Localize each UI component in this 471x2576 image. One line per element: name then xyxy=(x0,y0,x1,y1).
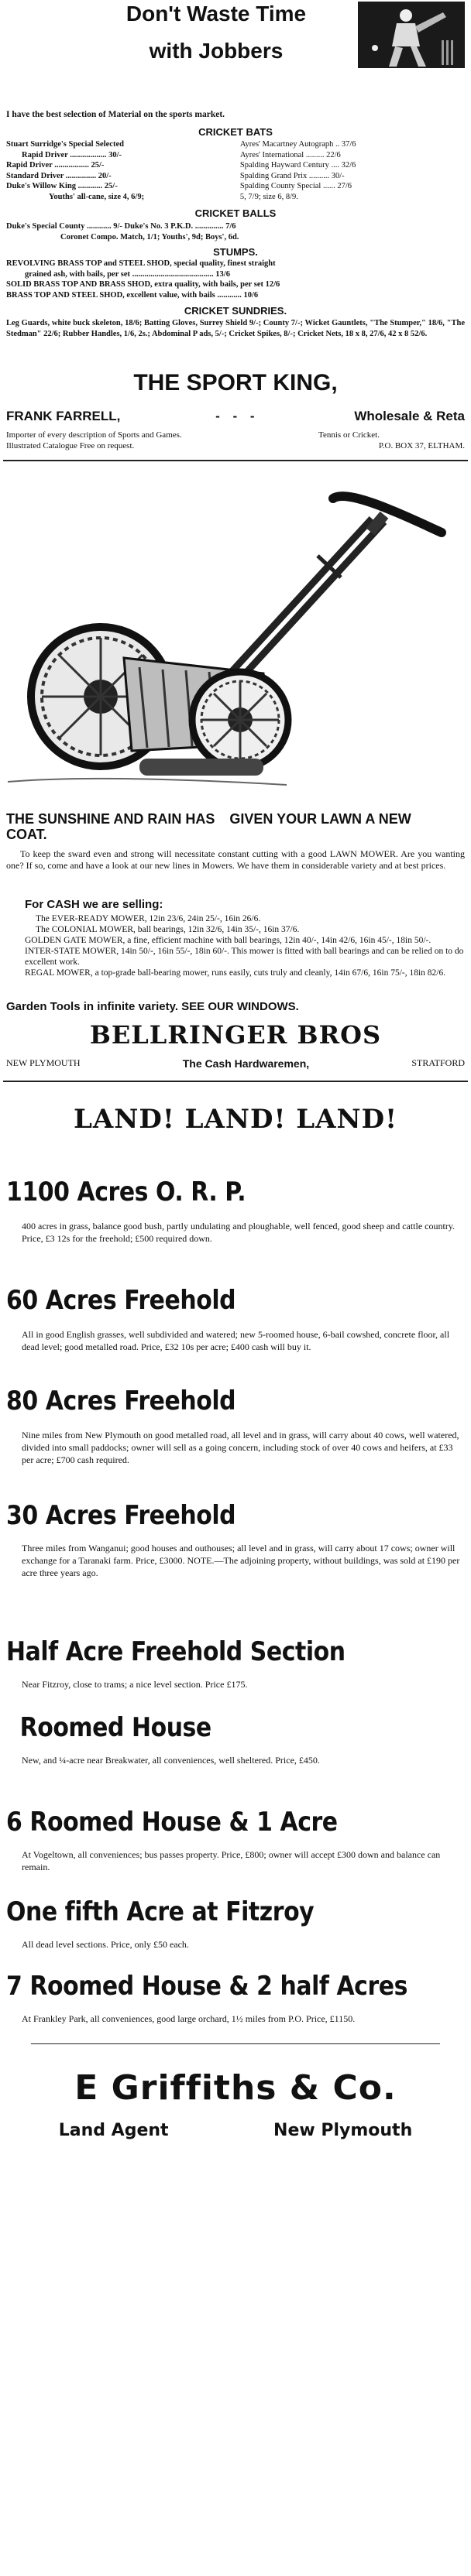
footer-left-1: Importer of every description of Sports and Games. xyxy=(6,430,182,440)
stumps-heading: STUMPS. xyxy=(213,246,258,258)
owner-row xyxy=(6,409,465,424)
listing-text: All in good English grasses, well subdivided and watered; new 5-roomed house, 6-bail cowshed, concrete floor, all dead level; good metalled road. Price, £32 10s per acre; £400 cash will buy it. xyxy=(22,1329,450,1352)
mower-item: The COLONIAL MOWER, ball bearings, 12in 32/6, 14in 35/-, 16in 37/6. xyxy=(36,925,300,934)
divider xyxy=(31,2043,440,2044)
listing-text: At Frankley Park, all conveniences, good large orchard, 1½ miles from P.O. Price, £1150. xyxy=(22,2013,356,2024)
listing xyxy=(6,1712,465,1766)
bellringer-locations xyxy=(6,1057,465,1070)
sundries-text: Leg Guards, white buck skeleton, 18/6; Batting Gloves, Surrey Shield 9/-; County 7/-; Wicket Gauntlets, "The Stumper," 18/6, "The Stedman" 22/6; Rubber Handles, 1/6, 2s.; Abdominal P ads, 5/-; Cricket Spikes, 8/-; Cricket Nets, 18 x 8, 27/6, 42 x 8 52/6. xyxy=(6,319,465,338)
lawn-mower-illustration xyxy=(8,464,465,805)
listing-title: 60 Acres Freehold xyxy=(6,1285,236,1316)
headline-2: with Jobbers xyxy=(149,39,284,63)
listing-title: 30 Acres Freehold xyxy=(6,1500,236,1531)
listing-title: Half Acre Freehold Section xyxy=(6,1636,346,1667)
mower-item: REGAL MOWER, a top-grade ball-bearing mower, runs easily, cuts truly and cleanly, 14in 67/6, 16in 75/-, 18in 82/6. xyxy=(25,968,446,978)
listing-title: 80 Acres Freehold xyxy=(6,1386,236,1416)
listing-text: New, and ¼-acre near Breakwater, all conveniences, well sheltered. Price, £450. xyxy=(22,1755,320,1766)
bat-item: Spalding Hayward Century .... 32/6 xyxy=(239,161,356,170)
loc-right: STRATFORD xyxy=(411,1057,465,1068)
headline-1: Don't Waste Time xyxy=(125,2,307,26)
bat-item: Spalding Grand Prix .......... 30/- xyxy=(239,171,345,180)
listing-title: 7 Roomed House & 2 half Acres xyxy=(6,1971,408,2002)
agent-town: New Plymouth xyxy=(273,2121,413,2140)
bat-item: Youths' all-cane, size 4, 6/9; xyxy=(49,192,145,201)
sport-footer xyxy=(6,430,465,451)
listing-title: Roomed House xyxy=(19,1712,211,1743)
listing-title: One fifth Acre at Fitzroy xyxy=(6,1896,315,1927)
cash-heading: For CASH we are selling: xyxy=(25,898,163,911)
headline-b: GIVEN YOUR LAWN A NEW xyxy=(229,811,411,827)
brand-name: THE SPORT KING, xyxy=(133,370,338,396)
trade-label: Wholesale & Reta xyxy=(354,409,465,423)
bat-item: Ayres' International ......... 22/6 xyxy=(239,150,341,159)
intro-line: I have the best selection of Material on the sports market. xyxy=(6,110,225,119)
mower-item: INTER-STATE MOWER, 14in 50/-, 16in 55/-, 18in 60/-. This mower is fitted with ball bearings and can be relied on to do excellent work. xyxy=(25,947,464,967)
balls-line-1: Duke's Special County ............ 9/- Duke's No. 3 P.K.D. .............. 7/6 xyxy=(6,222,236,231)
footer-right-2: P.O. BOX 37, ELTHAM. xyxy=(378,440,465,450)
owner-name: FRANK FARRELL, xyxy=(6,409,121,423)
footer-left-2: Illustrated Catalogue Free on request. xyxy=(6,440,135,450)
stump-item: REVOLVING BRASS TOP and STEEL SHOD, special quality, finest straight xyxy=(6,259,276,268)
listing-title: 6 Roomed House & 1 Acre xyxy=(6,1807,338,1838)
griffiths-footer xyxy=(6,2121,465,2140)
dashes: - - - xyxy=(215,409,260,423)
sundries-heading: CRICKET SUNDRIES. xyxy=(184,305,287,317)
listing xyxy=(6,1285,465,1353)
bat-item: Ayres' Macartney Autograph .. 37/6 xyxy=(239,140,356,149)
bat-item: Rapid Driver ................. 25/- xyxy=(6,161,105,170)
listing xyxy=(6,1971,465,2025)
listing xyxy=(6,1896,465,1951)
bellringer-name: BELLRINGER BROS xyxy=(89,1020,382,1050)
divider xyxy=(3,1081,468,1082)
bats-list xyxy=(6,139,465,202)
headline-c: COAT. xyxy=(6,827,47,842)
bats-heading: CRICKET BATS xyxy=(198,126,273,138)
listing-text: Nine miles from New Plymouth on good metalled road, all level and in grass, will carry about 40 cows, well watered, divided into small paddocks; owner will sell as a going concern, including stock of over 40 cows and heifers, at £33 per acre; £700 cash required. xyxy=(22,1430,459,1465)
footer-right-1: Tennis or Cricket. xyxy=(318,430,380,440)
bat-item: Spalding County Special ...... 27/6 xyxy=(239,182,352,190)
bat-item: Rapid Driver .................. 30/- xyxy=(22,150,122,159)
agent-role: Land Agent xyxy=(58,2121,169,2140)
bat-item: 5, 7/9; size 6, 8/9. xyxy=(239,192,298,201)
mower-list xyxy=(6,913,465,978)
bats-left-col xyxy=(6,139,231,202)
land-banner: LAND! LAND! LAND! xyxy=(74,1104,397,1135)
listing-text: Near Fitzroy, close to trams; a nice level section. Price £175. xyxy=(22,1679,248,1690)
listing-text: All dead level sections. Price, only £50 each. xyxy=(22,1939,189,1950)
mower-item: The EVER-READY MOWER, 12in 23/6, 24in 25/-, 16in 26/6. xyxy=(36,914,261,923)
mower-intro: To keep the sward even and strong will necessitate constant cutting with a good LAWN MOWER. Are you wanting one? If so, come and have a look at our new lines in Mowers. We have them in considerable variety and at best prices. xyxy=(6,848,465,871)
bat-item: Duke's Willow King ............ 25/- xyxy=(6,182,118,190)
bat-item: Standard Driver ............... 20/- xyxy=(6,171,112,180)
listing xyxy=(6,1807,465,1873)
stumps-list xyxy=(6,259,465,300)
stump-item: SOLID BRASS TOP AND BRASS SHOD, extra quality, with bails, per set 12/6 xyxy=(6,280,280,289)
cricket-illustration xyxy=(358,2,465,68)
bats-right-col xyxy=(234,139,465,202)
divider xyxy=(3,460,468,461)
listing-title: 1100 Acres O. R. P. xyxy=(6,1177,246,1208)
listing-text: Three miles from Wanganui; good houses and outhouses; all level and in grass, will carry about 17 cows; owner will exchange for a Taranaki farm. Price, £3000. NOTE.—The adjoining property, without buildings, was sold at £190 per acre three years ago. xyxy=(22,1543,460,1578)
stump-item: grained ash, with bails, per set ........................................ 13/6 xyxy=(25,269,230,279)
balls-heading: CRICKET BALLS xyxy=(194,207,277,219)
listing-text: 400 acres in grass, balance good bush, partly undulating and ploughable, well fenced, good sheep and cattle country. Price, £3 12s for the freehold; £500 required down. xyxy=(22,1221,456,1244)
griffiths-name: E Griffiths & Co. xyxy=(74,2068,397,2108)
balls-line-2: Coronet Compo. Match, 1/1; Youths', 9d; Boys', 6d. xyxy=(60,233,239,242)
mower-headline xyxy=(6,811,465,827)
sport-footer-row xyxy=(6,430,465,441)
listing xyxy=(6,1386,465,1466)
stump-item: BRASS TOP AND STEEL SHOD, excellent value, with bails ............ 10/6 xyxy=(6,290,259,300)
bat-item: Stuart Surridge's Special Selected xyxy=(6,140,124,149)
listing xyxy=(6,1636,465,1690)
loc-mid: The Cash Hardwaremen, xyxy=(182,1057,310,1070)
listing xyxy=(6,1500,465,1579)
listing xyxy=(6,1177,465,1245)
mower-item: GOLDEN GATE MOWER, a fine, efficient machine with ball bearings, 12in 40/-, 14in 42/6, 16in 45/-, 18in 50/-. xyxy=(25,936,431,945)
headline-a: THE SUNSHINE AND RAIN HAS xyxy=(6,811,215,827)
listing-text: At Vogeltown, all conveniences; bus passes property. Price, £800; owner will accept £300 down and balance can remain. xyxy=(22,1849,441,1872)
sport-footer-row xyxy=(6,441,465,452)
tools-line: Garden Tools in infinite variety. SEE OUR WINDOWS. xyxy=(6,1000,299,1013)
loc-left: NEW PLYMOUTH xyxy=(6,1057,81,1068)
